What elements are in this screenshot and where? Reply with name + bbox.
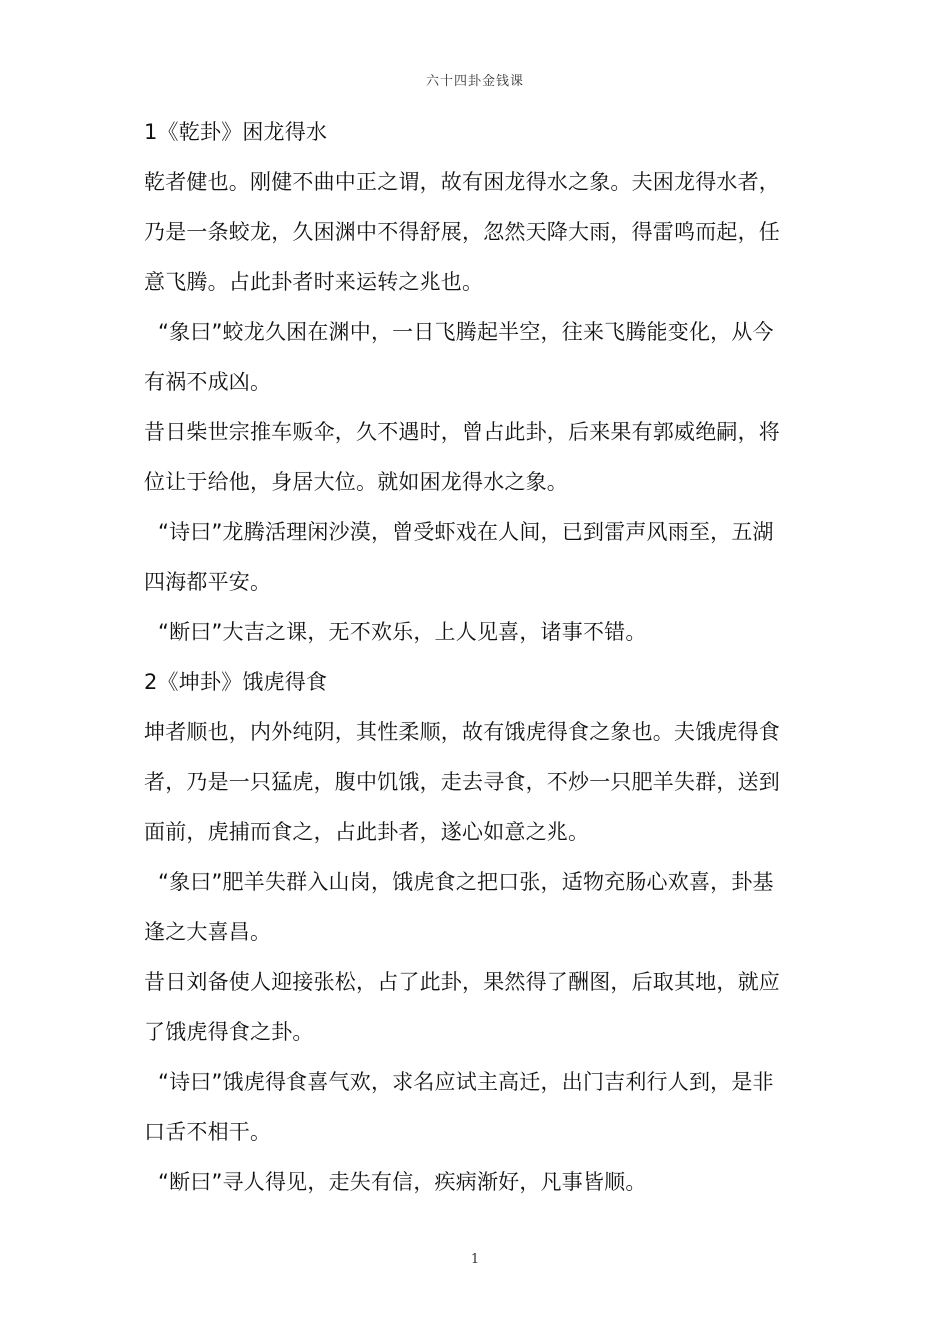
- quote-line: “象曰”肥羊失群入山岗，饿虎食之把口张，适物充肠心欢喜，卦基: [158, 870, 774, 894]
- text-line: 面前，虎捕而食之，占此卦者，遂心如意之兆。: [144, 820, 590, 844]
- text-line: 了饿虎得食之卦。: [144, 1020, 314, 1044]
- quote-line: “断曰”大吉之课，无不欢乐，上人见喜，诸事不错。: [158, 620, 647, 644]
- text-line: 意飞腾。占此卦者时来运转之兆也。: [144, 270, 484, 294]
- text-line: 乃是一条蛟龙，久困渊中不得舒展，忽然天降大雨，得雷鸣而起，任: [144, 220, 780, 244]
- text-line: 昔日刘备使人迎接张松，占了此卦，果然得了酬图，后取其地，就应: [144, 970, 780, 994]
- text-line: 者，乃是一只猛虎，腹中饥饿，走去寻食，不炒一只肥羊失群，送到: [144, 770, 780, 794]
- text-line: 位让于给他，身居大位。就如困龙得水之象。: [144, 470, 568, 494]
- quote-line: “诗曰”龙腾活理闲沙漠，曾受虾戏在人间，已到雷声风雨至，五湖: [158, 520, 774, 544]
- page-header: 六十四卦金钱课: [425, 74, 524, 89]
- quote-line: “断曰”寻人得见，走失有信，疾病渐好，凡事皆顺。: [158, 1170, 647, 1194]
- quote-line: “诗曰”饿虎得食喜气欢，求名应试主高迁，出门吉利行人到，是非: [158, 1070, 774, 1094]
- section-heading-qian: 1《乾卦》困龙得水: [144, 120, 328, 144]
- text-line: 坤者顺也，内外纯阴，其性柔顺，故有饿虎得食之象也。夫饿虎得食: [144, 720, 780, 744]
- text-line: 逢之大喜昌。: [144, 920, 272, 944]
- quote-line: “象曰”蛟龙久困在渊中，一日飞腾起半空，往来飞腾能变化，从今: [158, 320, 774, 344]
- text-line: 昔日柴世宗推车贩伞，久不遇时，曾占此卦，后来果有郭威绝嗣，将: [144, 420, 780, 444]
- text-line: 乾者健也。刚健不曲中正之谓，故有困龙得水之象。夫困龙得水者，: [144, 170, 780, 194]
- text-line: 四海都平安。: [144, 570, 272, 594]
- page-number: 1: [470, 1252, 480, 1267]
- text-line: 有祸不成凶。: [144, 370, 272, 394]
- section-heading-kun: 2《坤卦》饿虎得食: [144, 670, 328, 694]
- document-body: [144, 114, 814, 1214]
- text-line: 口舌不相干。: [144, 1120, 272, 1144]
